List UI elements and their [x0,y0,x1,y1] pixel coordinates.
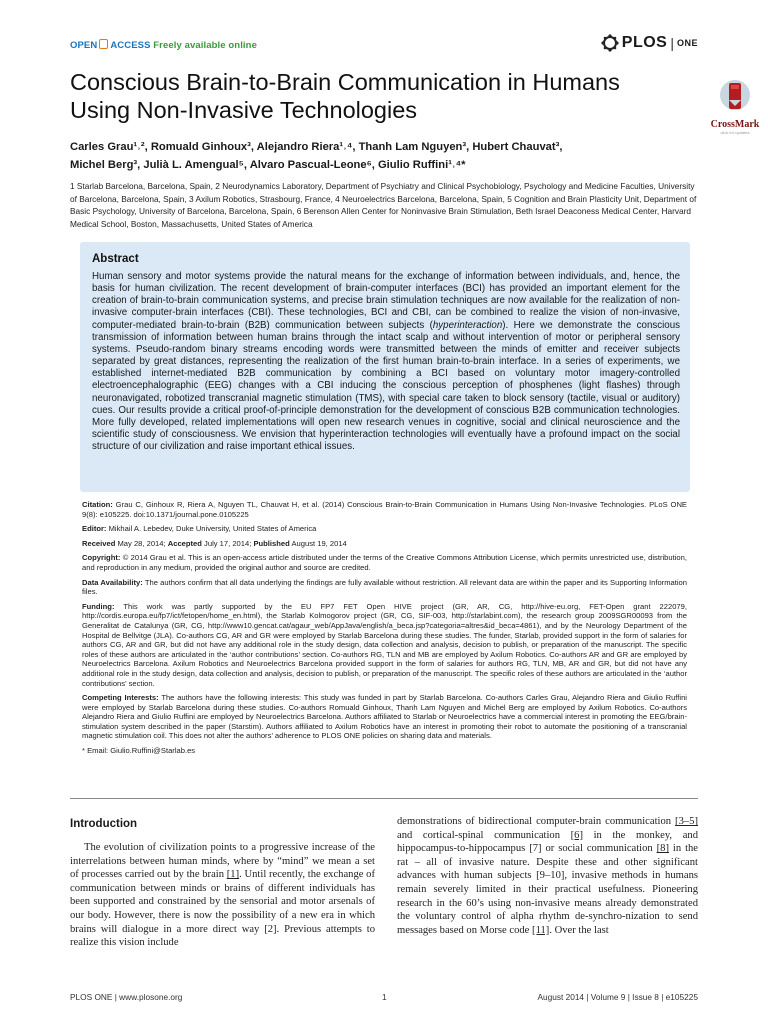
abstract-heading: Abstract [92,253,139,265]
citation-label: Citation: [82,500,113,509]
corresponding-email: * Email: Giulio.Ruffini@Starlab.es [82,746,196,756]
section-divider [70,798,698,799]
abstract-emphasis: hyperinteraction [432,319,503,331]
title-line-2: Using Non-Invasive Technologies [70,97,418,123]
published-date: August 19, 2014 [291,538,347,548]
dates [82,539,687,549]
author-list [70,138,700,174]
affiliations: 1 Starlab Barcelona, Barcelona, Spain, 2 Neurodynamics Laboratory, Department of Psychiatry and Clinical Psychobiology, Psychology and Medicine Faculties, University of Barcelona, Barcelona, Spain, 3 Axilum Robotics, Strasbourg, France, 4 Neuroelectrics Barcelona, Barcelona, Spain, 5 Cognition and Brain Plasticity Unit, Department of Basic Psychology, University of Barcelona, Barcelona, Spain, 6 Berenson Allen Center for Noninvasive Brain Stimulation, Beth Israel Deaconess Medical Center, Harvard Medical School, Boston, Massachusetts, United States of America [70,181,697,229]
competing-label: Competing Interests: [82,693,159,703]
citation-text: Grau C, Ginhoux R, Riera A, Nguyen TL, Chauvat H, et al. (2014) Conscious Brain-to-Brain Communication in Humans Using Non-Invasive Technologies. PLoS ONE 9(8): e105225. doi:10.1371/journal.pone.0105225 [82,500,687,519]
journal-header [70,34,698,57]
funding-label: Funding: [82,601,115,611]
open-label: OPEN [70,40,98,51]
abstract-text-a: Human sensory and motor systems provide the natural means for the exchange of information between individuals, and, hence, the basis for human civilization. The recent development of brain-computer interfaces (BCI) has provided an important element for the creation of brain-to-brain communication systems, and precise brain stimulation techniques are now available for the realization of non-invasive computer-brain interfaces (CBI). These technologies, BCI and CBI, can be combined to realize the vision of non-invasive, computer-mediated brain-to-brain (B2B) communication between subjects ( [92,271,680,331]
ref-link-1[interactable]: [1] [226,869,240,881]
data-availability [82,578,687,597]
intro-column-right [397,815,698,937]
availability-label: Data Availability: [82,577,143,587]
col1-text-a: The evolution of civilization points to a progressive increase of the interrelations between human minds, where by “mind” we mean a set of processes carried out by the brain [70,842,375,881]
copyright-text: © 2014 Grau et al. This is an open-access article distributed under the terms of the Creative Commons Attribution License, which permits unrestricted use, distribution, and reproduction in any medium, provided the original author and source are credited. [82,553,687,572]
page-number: 1 [382,992,387,1002]
plos-name: PLOS [621,34,668,51]
abstract-text-b: ). Here we demonstrate the conscious transmission of information between human brains through the intact scalp and without intervention of motor or peripheral sensory systems. Pseudo-random binary streams encoding words were transmitted between the minds of emitter and receiver subjects separated by great distances, representing the realization of the first human brain-to-brain interface. In a series of experiments, we established internet-mediated B2B communication by combining a BCI based on voluntary motor imagery-controlled electroencephalographic (EEG) changes with a CBI inducing the conscious perception of phosphenes (light flashes) through neuronavigated, robotized transcranial magnetic stimulation (TMS), with special care taken to block sensory (tactile, visual or auditory) cues. Our results provide a critical proof-of-principle demonstration for the development of conscious B2B communication technologies. More fully developed, related implementations will open new research venues in cognitive, social and clinical neuroscience and the scientific study of consciousness. We envision that hyperinteraction technologies will eventually have a profound impact on the social structure of our civilization and raise important ethical issues. [92,319,681,453]
col2-text-a: demonstrations of bidirectional computer-brain communication [397,816,676,827]
accepted-date: July 17, 2014; [204,538,252,548]
editor-text: Mikhail A. Lebedev, Duke University, United States of America [108,524,317,534]
plos-one-logo [601,34,698,52]
crossmark-icon [718,78,752,114]
access-label: ACCESS [110,40,151,51]
crossmark-badge[interactable] [710,78,760,135]
col2-text-b: and cortical-spinal communication [397,829,571,841]
paper-title [70,68,670,124]
crossmark-label: CrossMark [710,119,760,130]
editor-label: Editor: [82,524,107,534]
copyright-label: Copyright: [82,553,121,563]
funding [82,602,687,688]
ref-link-8[interactable]: [8] [656,843,669,855]
plos-logo-icon [601,34,619,52]
authors-line-2: Michel Berg³, Julià L. Amengual⁵, Alvaro Pascual-Leone⁶, Giulio Ruffini¹˒⁴* [70,159,466,171]
open-lock-icon [99,39,108,49]
abstract-text [92,271,680,453]
editor [82,524,687,534]
competing-interests [82,693,687,741]
article-metadata [82,500,687,761]
received-date: May 28, 2014; [117,538,166,548]
logo-separator: | [670,35,674,51]
competing-text: The authors have the following interests: This study was funded in part by Starlab Barcelona. Co-authors Carles Grau, Alejandro Riera and Giulio Ruffini were employed by Starlab Barcelona during these studies. Co-authors Romuald Ginhoux, Thanh Lam Nguyen and Michel Berg are employed by Axilum Robotics. Co-authors Alejandro Riera and Giulio Ruffini are employed by Neuroelectrics Barcelona. Authors affiliated to Starlab or Neuroelectrics have a commercial interest in promoting the EEG/brain-stimulation system described in the paper (Starstim). Authors affiliated to Axilum Robotics have an interest in promoting their robot to automate the positioning of a transcranial magnetic stimulation coil. This does not alter the authors’ adherence to PLOS ONE policies on sharing data and materials. [82,693,687,741]
availability-text: The authors confirm that all data underlying the findings are fully available without restriction. All relevant data are within the paper and its Supporting Information files. [82,577,687,597]
copyright [82,553,687,572]
citation [82,500,687,519]
col1-text-b: . Until recently, the exchange of communication between minds or brains of different individuals has been supported and constrained by the sensorial and motor arsenals of our body. However, there is now the possibility of a new era in which brains will dialogue in a more direct way [2]. Previous attempts to realize this vision include [70,869,375,949]
ref-link-6[interactable]: [6] [570,829,583,841]
col2-text-e: . Over the last [549,924,609,936]
footer-issue: August 2014 | Volume 9 | Issue 8 | e105225 [537,992,698,1002]
ref-link-3-5[interactable]: [3–5] [675,816,698,827]
introduction-heading: Introduction [70,818,138,830]
abstract-box [80,242,690,492]
freely-available-label: Freely available online [153,40,257,51]
footer-journal: PLOS ONE | www.plosone.org [70,992,183,1002]
received-label: Received [82,538,116,548]
intro-column-left [70,841,375,950]
authors-line-1: Carles Grau¹˒², Romuald Ginhoux³, Alejandro Riera¹˒⁴, Thanh Lam Nguyen³, Hubert Chauvat³, [70,141,563,153]
accepted-label: Accepted [167,538,202,548]
col2-text-d: in the rat – all of invasive nature. Despite these and other significant advances with human subjects [9–10], invasive methods in humans remain severely limited in their practical usefulness. Pioneering research in the 60’s using non-invasive means already demonstrated the voluntary control of alpha rhythm de-synchro-nization to send messages based on Morse code [397,843,699,936]
plos-one-sub: ONE [676,38,698,48]
published-label: Published [253,538,290,548]
title-line-1: Conscious Brain-to-Brain Communication in Humans [70,69,620,95]
ref-link-11[interactable]: [11] [532,924,550,936]
crossmark-sub: click for updates [720,130,750,135]
funding-text: This work was partly supported by the EU FP7 FET Open HIVE project (GR, AR, CG, http://hive-eu.org, FET-Open grant 222079, http://cordis.europa.eu/fp7/ict/fetopen/home_en.html), the Starlab Kolmogorov project (GR, CG, SIF-003, http://starlabint.com), the research group 2009SGR00093 from the Generalitat de Catalunya (GR, CG, http://www10.gencat.cat/agaur_web/AppJava/english/a_beca.jsp?categoria=altres&id_beca=4861), and by the Neurology Department of the Hospital de Bellvitge (JLA). Co-authors CG, AR and GR were employed by Starlab Barcelona during these studies. The funder, Starlab, provided support in the form of salaries for authors CG, AR and GR, but did not have any additional role in the study design, data collection and analysis, decision to publish, or preparation of the manuscript. The specific roles of these authors are articulated in the ‘author contributions’ section. Co-authors RG, TLN and MB are employed by Axilum Robotics. Co-authors AR and GR are employed by Neuroelectrics Barcelona. Axilum Robotics and Neuroelectrics Barcelona provided support in the form of salaries for authors RG, TLN, MB, AR and GR, but did not have any additional role in the study design, data collection and analysis, decision to publish, or preparation of the manuscript. The specific roles of these authors are articulated in the ‘author contributions’ section. [82,601,687,688]
open-access-banner [70,39,257,51]
col2-text-c: in the monkey, and hippocampus-to-hippocampus [7] or social communication [397,829,698,855]
